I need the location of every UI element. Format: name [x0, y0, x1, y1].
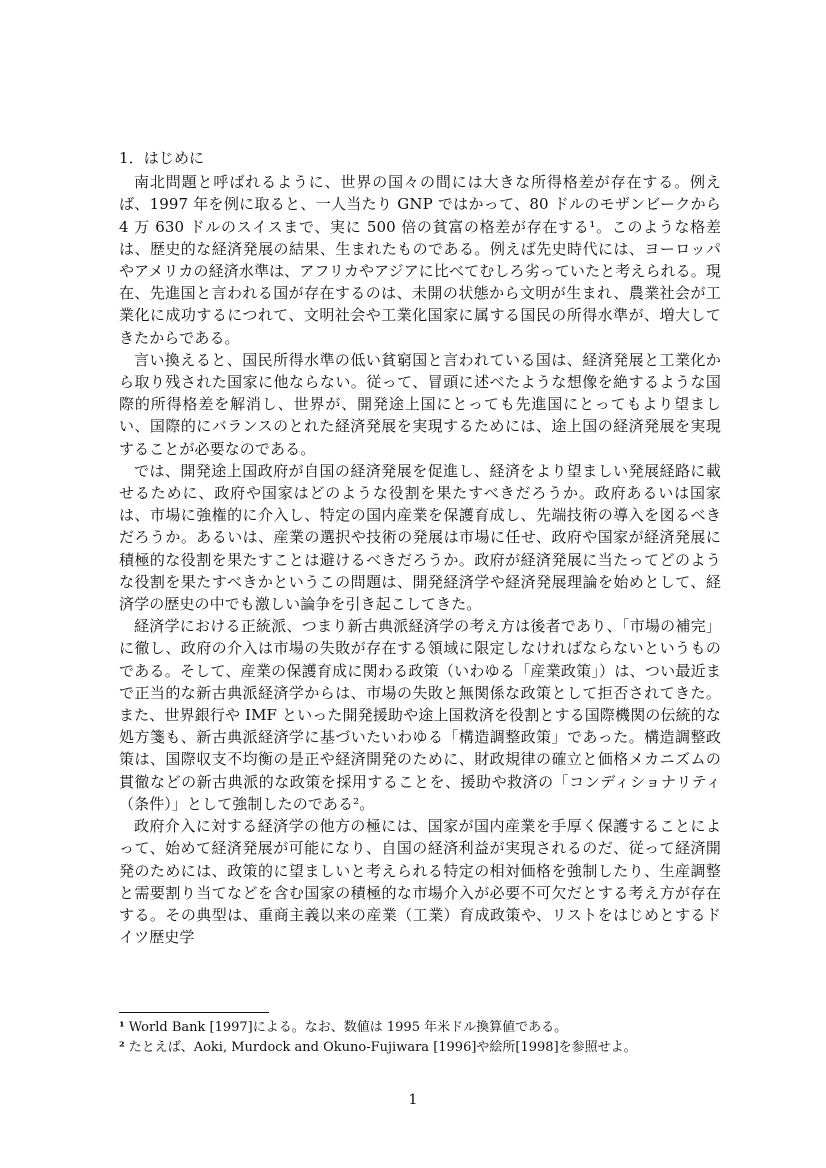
- footnote-2-mark: ²: [119, 1040, 125, 1055]
- footnote-divider: [119, 1012, 269, 1013]
- page-number: 1: [408, 1092, 418, 1108]
- paragraph-1: 南北問題と呼ばれるように、世界の国々の間には大きな所得格差が存在する。例えば、1997 年を例に取ると、一人当たり GNP ではかって、80 ドルのモザンビークから 4 万 630 ドルのスイスまで、実に 500 倍の貧富の格差が存在する¹。このような格差は、歴史的な経済発展の結果、生まれたものである。例えば先史時代には、ヨーロッパやアメリカの経済水準は、アフリカやアジアに比べてむしろ劣っていたと考えられる。現在、先進国と言われる国が存在するのは、未開の状態から文明が生まれ、農業社会が工業化に成功するにつれて、文明社会や工業化国家に属する国民の所得水準が、増大してきたからである。: [119, 173, 721, 347]
- footnotes: [119, 1018, 721, 1058]
- paragraph-4: 経済学における正統派、つまり新古典派経済学の考え方は後者であり、「市場の補完」に徹し、政府の介入は市場の失敗が存在する領域に限定しなければならないというものである。そして、産業の保護育成に関わる政策（いわゆる「産業政策」）は、つい最近まで正当的な新古典派経済学からは、市場の失敗と無関係な政策として拒否されてきた。また、世界銀行や IMF といった開発援助や途上国救済を役割とする国際機関の伝統的な処方箋も、新古典派経済学に基づいたいわゆる「構造調整政策」であった。構造調整政策は、国際収支不均衡の是正や経済開発のために、財政規律の確立と価格メカニズムの貫徹などの新古典派的な政策を採用することを、援助や救済の「コンディショナリティ（条件）」として強制したのである²。: [119, 617, 721, 813]
- footnote-2: [119, 1038, 721, 1058]
- footnote-1-text: World Bank [1997]による。なお、数値は 1995 年米ドル換算値である。: [128, 1020, 568, 1035]
- footnote-1: [119, 1018, 721, 1038]
- footnote-1-mark: ¹: [119, 1020, 125, 1035]
- paragraph-5: 政府介入に対する経済学の他方の極には、国家が国内産業を手厚く保護することによって、始めて経済発展が可能になり、自国の経済利益が実現されるのだ、従って経済開発のためには、政策的に望ましいと考えられる特定の相対価格を強制したり、生産調整と需要割り当てなどを含む国家の積極的な市場介入が必要不可欠だとする考え方が存在する。その典型は、重商主義以来の産業（工業）育成政策や、リストをはじめとするドイツ歴史学: [119, 817, 721, 947]
- section-heading: 1．はじめに: [119, 149, 205, 167]
- footnote-2-text: たとえば、Aoki, Murdock and Okuno-Fujiwara [1996]や絵所[1998]を参照せよ。: [128, 1040, 637, 1055]
- paragraph-3: では、開発途上国政府が自国の経済発展を促進し、経済をより望ましい発展経路に載せるために、政府や国家はどのような役割を果たすべきだろうか。政府あるいは国家は、市場に強権的に介入し、特定の国内産業を保護育成し、先端技術の導入を図るべきだろうか。あるいは、産業の選択や技術の発展は市場に任せ、政府や国家が経済発展に積極的な役割を果たすことは避けるべきだろうか。政府が経済発展に当たってどのような役割を果たすべきかというこの問題は、開発経済学や経済発展理論を始めとして、経済学の歴史の中でも激しい論争を引き起こしてきた。: [119, 461, 721, 614]
- paragraph-2: 言い換えると、国民所得水準の低い貧窮国と言われている国は、経済発展と工業化から取り残された国家に他ならない。従って、冒頭に述べたような想像を絶するような国際的所得格差を解消し、世界が、開発途上国にとっても先進国にとってもより望ましい、国際的にバランスのとれた経済発展を実現するためには、途上国の経済発展を実現することが必要なのである。: [119, 350, 721, 458]
- body-text: [119, 147, 721, 948]
